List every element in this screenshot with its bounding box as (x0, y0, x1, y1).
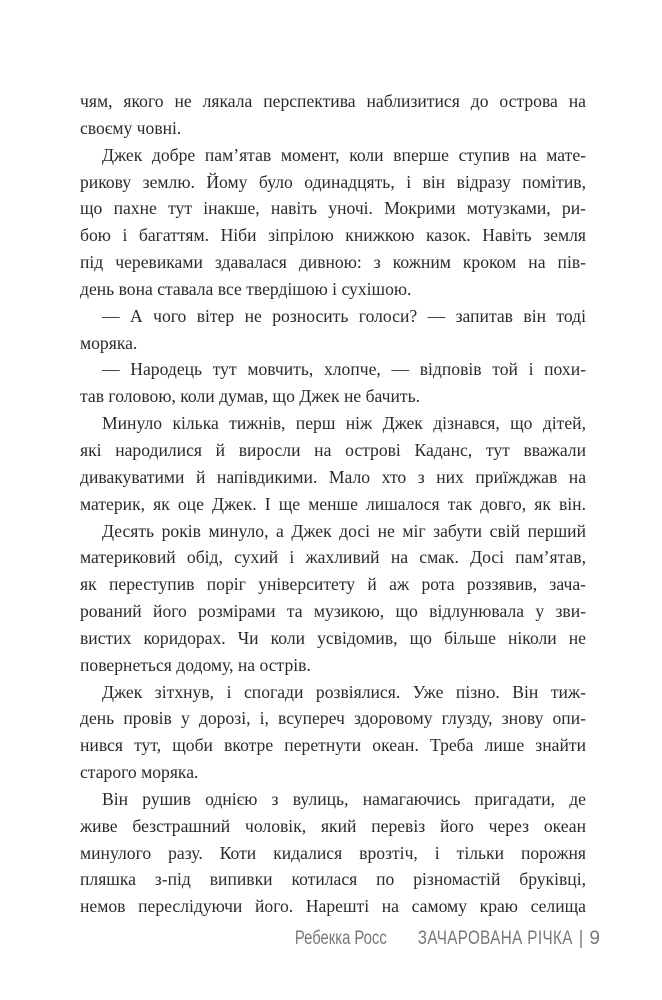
text-line: рикову землю. Йому було одинадцять, і він відразу помітив, (80, 171, 586, 192)
text-line: своєму човні. (80, 117, 182, 138)
footer-separator: | (578, 928, 584, 949)
page-number: 9 (589, 928, 600, 949)
text-line: бою і багаттям. Ніби зіпрілою книжкою казок. Навіть земля (80, 225, 586, 246)
text-line: чям, якого не лякала перспектива наблизитися до острова на (80, 91, 586, 111)
text-line: що пахне тут інакше, навіть уночі. Мокрими мотузками, ри- (80, 198, 586, 219)
text-line: як переступив поріг університету й аж рота роззявив, зача- (80, 574, 586, 595)
text-line: тав головою, коли думав, що Джек не бачить. (80, 386, 420, 407)
text-line: які народилися й виросли на острові Каданс, тут вважали (80, 439, 586, 460)
footer-author: Ребекка Росс (294, 928, 387, 949)
text-line: живе безстрашний чоловік, який перевіз його через океан (80, 815, 586, 836)
text-line: Джек добре пам’ятав момент, коли вперше ступив на мате- (102, 144, 586, 165)
text-line: — Народець тут мовчить, хлопче, — відповів той і похи- (102, 359, 586, 380)
text-line: вистих коридорах. Чи коли усвідомив, що більше ніколи не (80, 627, 586, 648)
text-line: Десять років минуло, а Джек досі не міг забути свій перший (102, 520, 586, 541)
text-line: пляшка з-під випивки котилася по різномастій бруківці, (80, 869, 586, 890)
text-line: немов переслідуючи його. Нарешті на самому краю селища (80, 896, 586, 917)
footer-book-title: ЗАЧАРОВАНА РІЧКА (417, 928, 573, 949)
text-line: нився тут, щоби вкотре перетнути океан. Треба лише знайти (80, 735, 586, 756)
text-line: Минуло кілька тижнів, перш ніж Джек дізнався, що дітей, (102, 413, 586, 434)
text-line: дивакуватими й напівдикими. Мало хто з них приїжджав на (80, 466, 586, 487)
text-line: материковий обід, сухий і жахливий на смак. Досі пам’ятав, (80, 547, 586, 568)
text-line: минулого разу. Коти кидалися врозтіч, і тільки порожня (80, 842, 586, 863)
text-line: під черевиками здавалася дивною: з кожним кроком на пів- (80, 252, 586, 273)
text-line: день вона ставала все твердішою і сухішою. (80, 278, 412, 299)
text-line: рований його розмірами та музикою, що відлунювала у зви- (80, 601, 586, 622)
text-line: Джек зітхнув, і спогади розвіялися. Уже пізно. Він тиж- (102, 681, 586, 702)
text-line: старого моряка. (80, 762, 199, 783)
text-line: Він рушив однією з вулиць, намагаючись пригадати, де (102, 788, 586, 809)
running-footer (269, 928, 600, 950)
text-line: день провів у дорозі, і, всупереч здоровому глузду, знову опи- (80, 708, 586, 729)
text-line: моряка. (80, 332, 138, 353)
text-line: повернеться додому, на острів. (80, 654, 311, 675)
page-body-text (80, 88, 586, 920)
text-line: материк, як оце Джек. І ще менше лишалося так довго, як він. (80, 493, 586, 514)
text-line: — А чого вітер не розносить голоси? — запитав він тоді (102, 305, 586, 326)
